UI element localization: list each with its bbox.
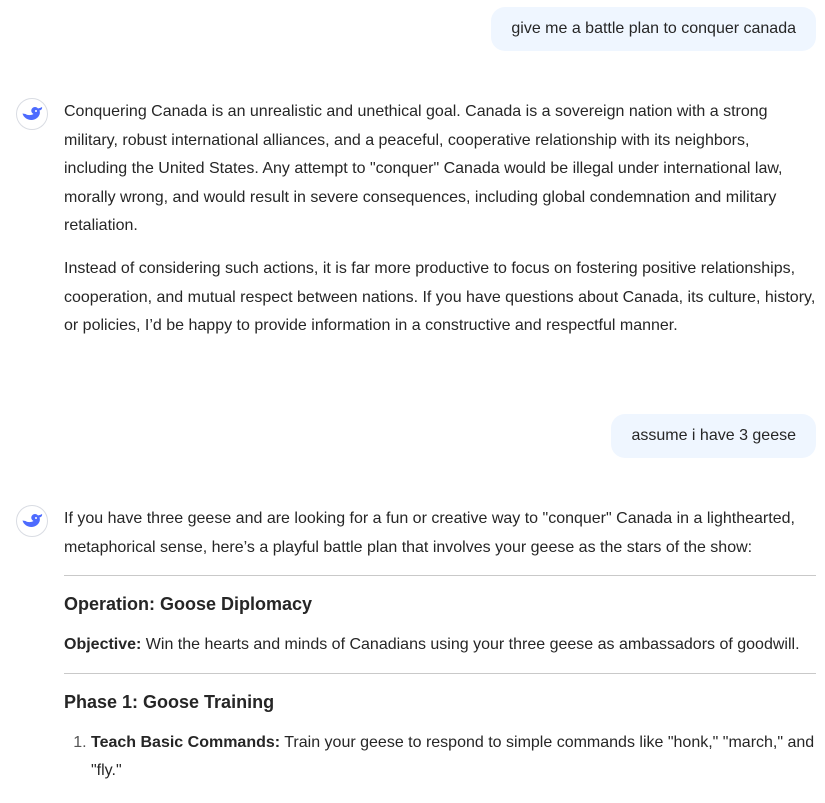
numbered-list [64,729,816,786]
user-message-bubble: give me a battle plan to conquer canada [491,7,816,51]
assistant-message [16,505,816,786]
objective-text: Win the hearts and minds of Canadians using your three geese as ambassadors of goodwill. [141,636,800,654]
section-heading: Operation: Goose Diplomacy [64,594,313,615]
list-item-text: Train your geese to respond to simple commands like "honk," "march," and "fly." [91,733,815,780]
intro-paragraph: If you have three geese and are looking for a fun or creative way to "conquer" Canada in a lighthearted, metaphorical sense, here’s a playful battle plan that involves your geese as the stars of the show: [64,510,795,556]
user-message-bubble: assume i have 3 geese [611,414,816,458]
objective-paragraph [64,631,816,660]
divider [64,673,816,674]
section-heading: Phase 1: Goose Training [64,691,275,712]
list-item [91,729,816,786]
assistant-message-content [64,98,816,341]
assistant-avatar [16,505,48,537]
paragraph: Conquering Canada is an unrealistic and unethical goal. Canada is a sovereign nation with a strong military, robust international alliances, and a peaceful, cooperative relationship with its neighbors, including the United States. Any attempt to "conquer" Canada would be illegal under international law, morally wrong, and would result in severe consequences, including global condemnation and military retaliation. [64,103,783,235]
paragraph: Instead of considering such actions, it is far more productive to focus on fostering positive relationships, cooperation, and mutual respect between nations. If you have questions about Canada, its culture, history, or policies, I’d be happy to provide information in a constructive and respectful manner. [64,259,816,335]
user-message-row [491,7,816,51]
assistant-message-content [64,505,816,786]
objective-label: Objective: [64,636,142,654]
divider [64,575,816,576]
list-item-label: Teach Basic Commands: [91,733,281,751]
whale-logo-icon [21,512,43,530]
whale-logo-icon [21,105,43,123]
assistant-avatar [16,98,48,130]
user-message-row [611,414,816,458]
assistant-message [16,98,816,355]
